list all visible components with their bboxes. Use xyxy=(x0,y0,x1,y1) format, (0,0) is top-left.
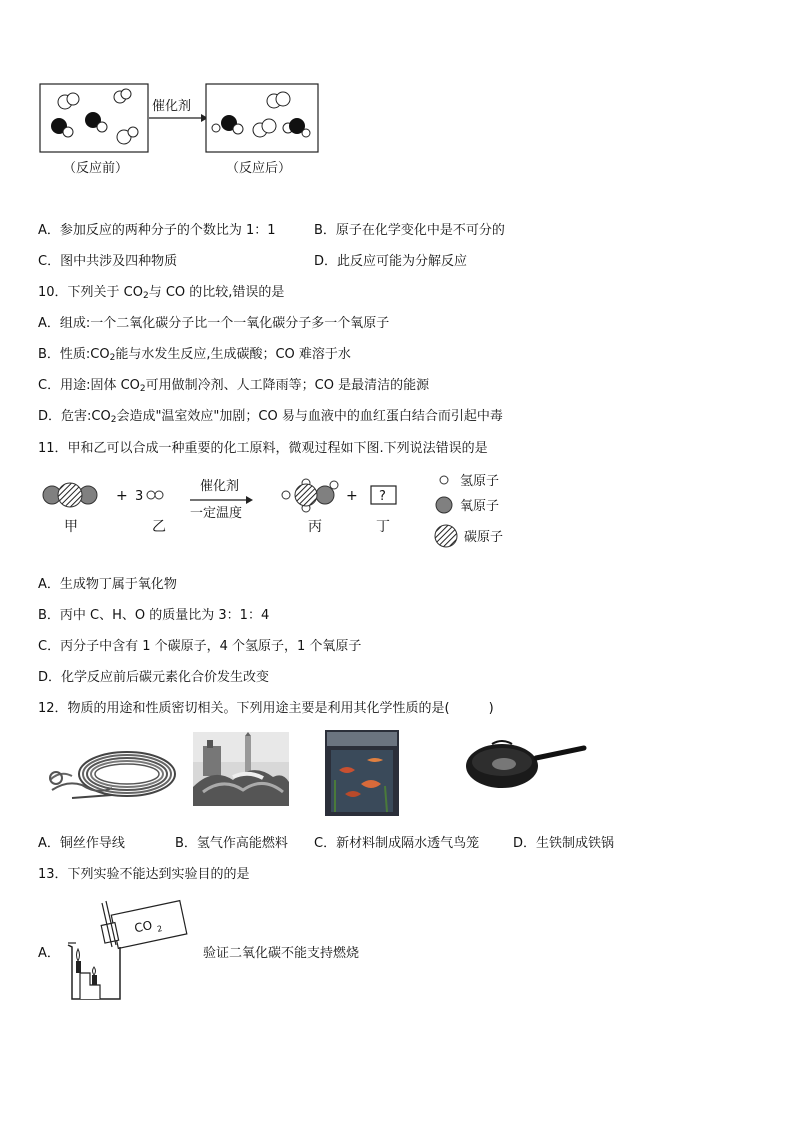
q11-condition-label: 一定温度 xyxy=(190,506,243,521)
co2-experiment-image xyxy=(62,895,192,1005)
label-ding: 丁 xyxy=(376,519,390,535)
q9-option-b: B．原子在化学变化中是不可分的 xyxy=(314,223,505,238)
q9-reaction-diagram xyxy=(38,82,328,177)
q9-option-a: A．参加反应的两种分子的个数比为 1：1 xyxy=(38,223,276,238)
molecule-jia xyxy=(43,483,97,507)
legend xyxy=(435,474,503,547)
iron-wok-image xyxy=(462,738,594,798)
q10-stem: 10．下列关于 $CO_2$与 CO 的比较,错误的是 xyxy=(38,285,285,301)
molecule-yi xyxy=(147,491,163,499)
legend-c: 碳原子 xyxy=(464,530,504,545)
plus-2: + xyxy=(346,488,358,504)
q10-option-c: C．用途:固体 $CO_2$可用做制冷剂、人工降雨等；CO 是最清洁的能源 xyxy=(38,378,430,394)
q13-option-a-text: 验证二氧化碳不能支持燃烧 xyxy=(203,946,360,961)
q12-option-c: C．新材料制成隔水透气鸟笼 xyxy=(314,836,480,851)
q13-stem: 13．下列实验不能达到实验目的的是 xyxy=(38,867,250,882)
plus-1: + xyxy=(116,488,128,504)
q12-option-b: B．氢气作高能燃料 xyxy=(175,836,288,851)
q9-option-d: D．此反应可能为分解反应 xyxy=(314,254,468,269)
q9-option-c: C．图中共涉及四种物质 xyxy=(38,254,178,269)
q11-option-d: D．化学反应前后碳元素化合价发生改变 xyxy=(38,670,270,685)
coef-3: 3 xyxy=(135,489,144,504)
q12-option-d: D．生铁制成铁锅 xyxy=(513,836,615,851)
caption-after: （反应后） xyxy=(226,161,292,176)
q11-option-c: C．丙分子中含有 1 个碳原子，4 个氢原子，1 个氧原子 xyxy=(38,639,362,654)
q10-option-b: B．性质$:CO_2$能与水发生反应,生成碳酸；CO 难溶于水 xyxy=(38,347,351,363)
q11-option-a: A．生成物丁属于氧化物 xyxy=(38,577,177,592)
caption-before: （反应前） xyxy=(63,161,129,176)
label-jia: 甲 xyxy=(64,519,78,535)
bottle-label-sub: 2 xyxy=(156,923,164,934)
unknown-box-mark: ? xyxy=(379,489,386,504)
label-yi: 乙 xyxy=(152,519,166,535)
rocket-launch-image xyxy=(193,732,289,806)
copper-wire-image xyxy=(42,740,182,810)
legend-h: 氢原子 xyxy=(460,474,500,489)
q10-option-d: D．危害$:CO_2$会造成"温室效应"加剧；CO 易与血液中的血红蛋白结合而引起中毒 xyxy=(38,409,503,425)
q9-catalyst-label: 催化剂 xyxy=(152,99,192,114)
q12-option-a: A．铜丝作导线 xyxy=(38,836,125,851)
q11-option-b: B．丙中 C、H、O 的质量比为 3：1：4 xyxy=(38,608,270,623)
q13-option-a-letter: A． xyxy=(38,946,60,961)
q10-option-a: A．组成:一个二氧化碳分子比一个一氧化碳分子多一个氧原子 xyxy=(38,316,390,331)
q11-reaction-diagram xyxy=(38,465,528,555)
molecule-bing xyxy=(282,479,338,512)
bottle-label: CO xyxy=(133,918,154,936)
q11-stem: 11．甲和乙可以合成一种重要的化工原料，微观过程如下图.下列说法错误的是 xyxy=(38,441,488,456)
fish-tank-image xyxy=(325,730,399,816)
q11-catalyst-label: 催化剂 xyxy=(200,479,240,494)
label-bing: 丙 xyxy=(308,519,322,535)
legend-o: 氧原子 xyxy=(460,499,500,514)
q12-stem: 12．物质的用途和性质密切相关。下列用途主要是利用其化学性质的是( ) xyxy=(38,701,494,716)
